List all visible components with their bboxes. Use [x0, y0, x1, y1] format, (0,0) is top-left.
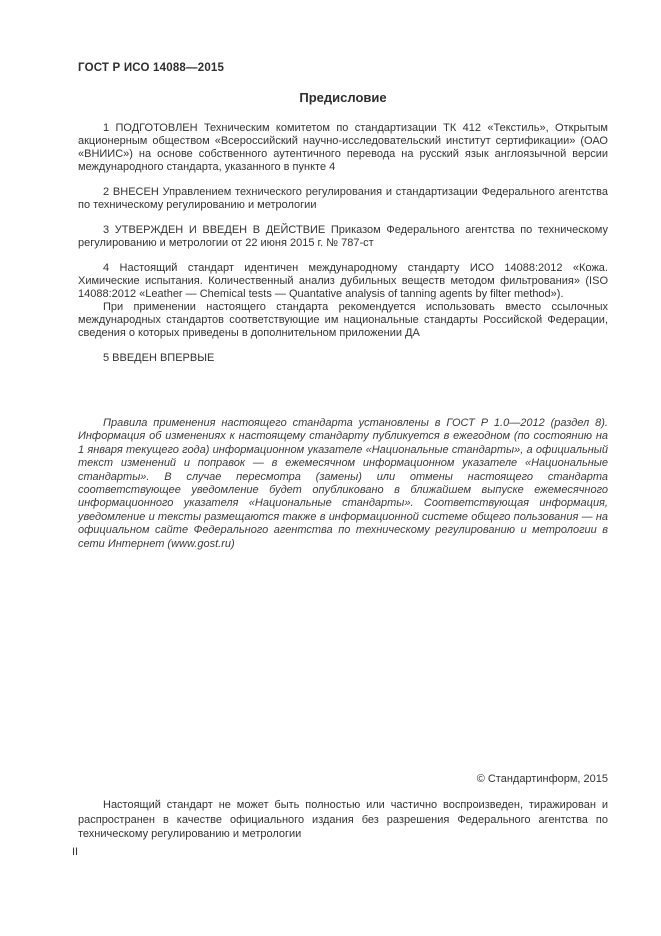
reproduction-notice: Настоящий стандарт не может быть полностью или частично воспроизведен, тиражирован и распространен в качестве официального издания без разрешения Федерального агентства по техническому регулированию и метрологии: [78, 799, 608, 840]
foreword-item-2: 2 ВНЕСЕН Управлением технического регулирования и стандартизации Федерального агентства по техническому регулированию и метрологии: [78, 186, 608, 211]
copyright-line: © Стандартинформ, 2015: [476, 773, 608, 785]
foreword-item-1: 1 ПОДГОТОВЛЕН Техническим комитетом по стандартизации ТК 412 «Текстиль», Открытым акционерным обществом «Всероссийский научно-исследовательский институт сертификации» (ОАО «ВНИИС») на основе собственного аутентичного перевода на русский язык англоязычной версии международного стандарта, указанного в пункте 4: [78, 122, 608, 173]
foreword-item-4-continuation: При применении настоящего стандарта рекомендуется использовать вместо ссылочных международных стандартов соответствующие им национальные стандарты Российской Федерации, сведения о которых приведены в дополнительном приложении ДА: [78, 301, 608, 339]
application-rules-note: Правила применения настоящего стандарта установлены в ГОСТ Р 1.0—2012 (раздел 8). Информация об изменениях к настоящему стандарту публикуется в ежегодном (по состоянию на 1 января текущего года) информационном указателе «Национальные стандарты», а официальный текст изменений и поправок — в ежемесячном информационном указателе «Национальные стандарты». В случае пересмотра (замены) или отмены настоящего стандарта соответствующее уведомление будет опубликовано в ближайшем выпуске ежемесячного информационного указателя «Национальные стандарты». Соответствующая информация, уведомление и тексты размещаются также в информационной системе общего пользования — на официальном сайте Федерального агентства по техническому регулированию и метрологии в сети Интернет (www.gost.ru): [78, 417, 608, 550]
page-title: Предисловие: [299, 90, 387, 105]
foreword-section: [78, 122, 608, 377]
foreword-item-3: 3 УТВЕРЖДЕН И ВВЕДЕН В ДЕЙСТВИЕ Приказом Федерального агентства по техническому регулированию и метрологии от 22 июня 2015 г. № 787-ст: [78, 224, 608, 249]
document-code: ГОСТ Р ИСО 14088—2015: [78, 62, 225, 74]
page-number: II: [72, 846, 79, 858]
foreword-item-4: 4 Настоящий стандарт идентичен международному стандарту ИСО 14088:2012 «Кожа. Химические испытания. Количественный анализ дубильных веществ методом фильтрования» (ISO 14088:2012 «Leather — Chemical tests — Quantative analysis of tanning agents by filter method»).: [78, 262, 608, 300]
foreword-item-5: 5 ВВЕДЕН ВПЕРВЫЕ: [103, 352, 215, 364]
